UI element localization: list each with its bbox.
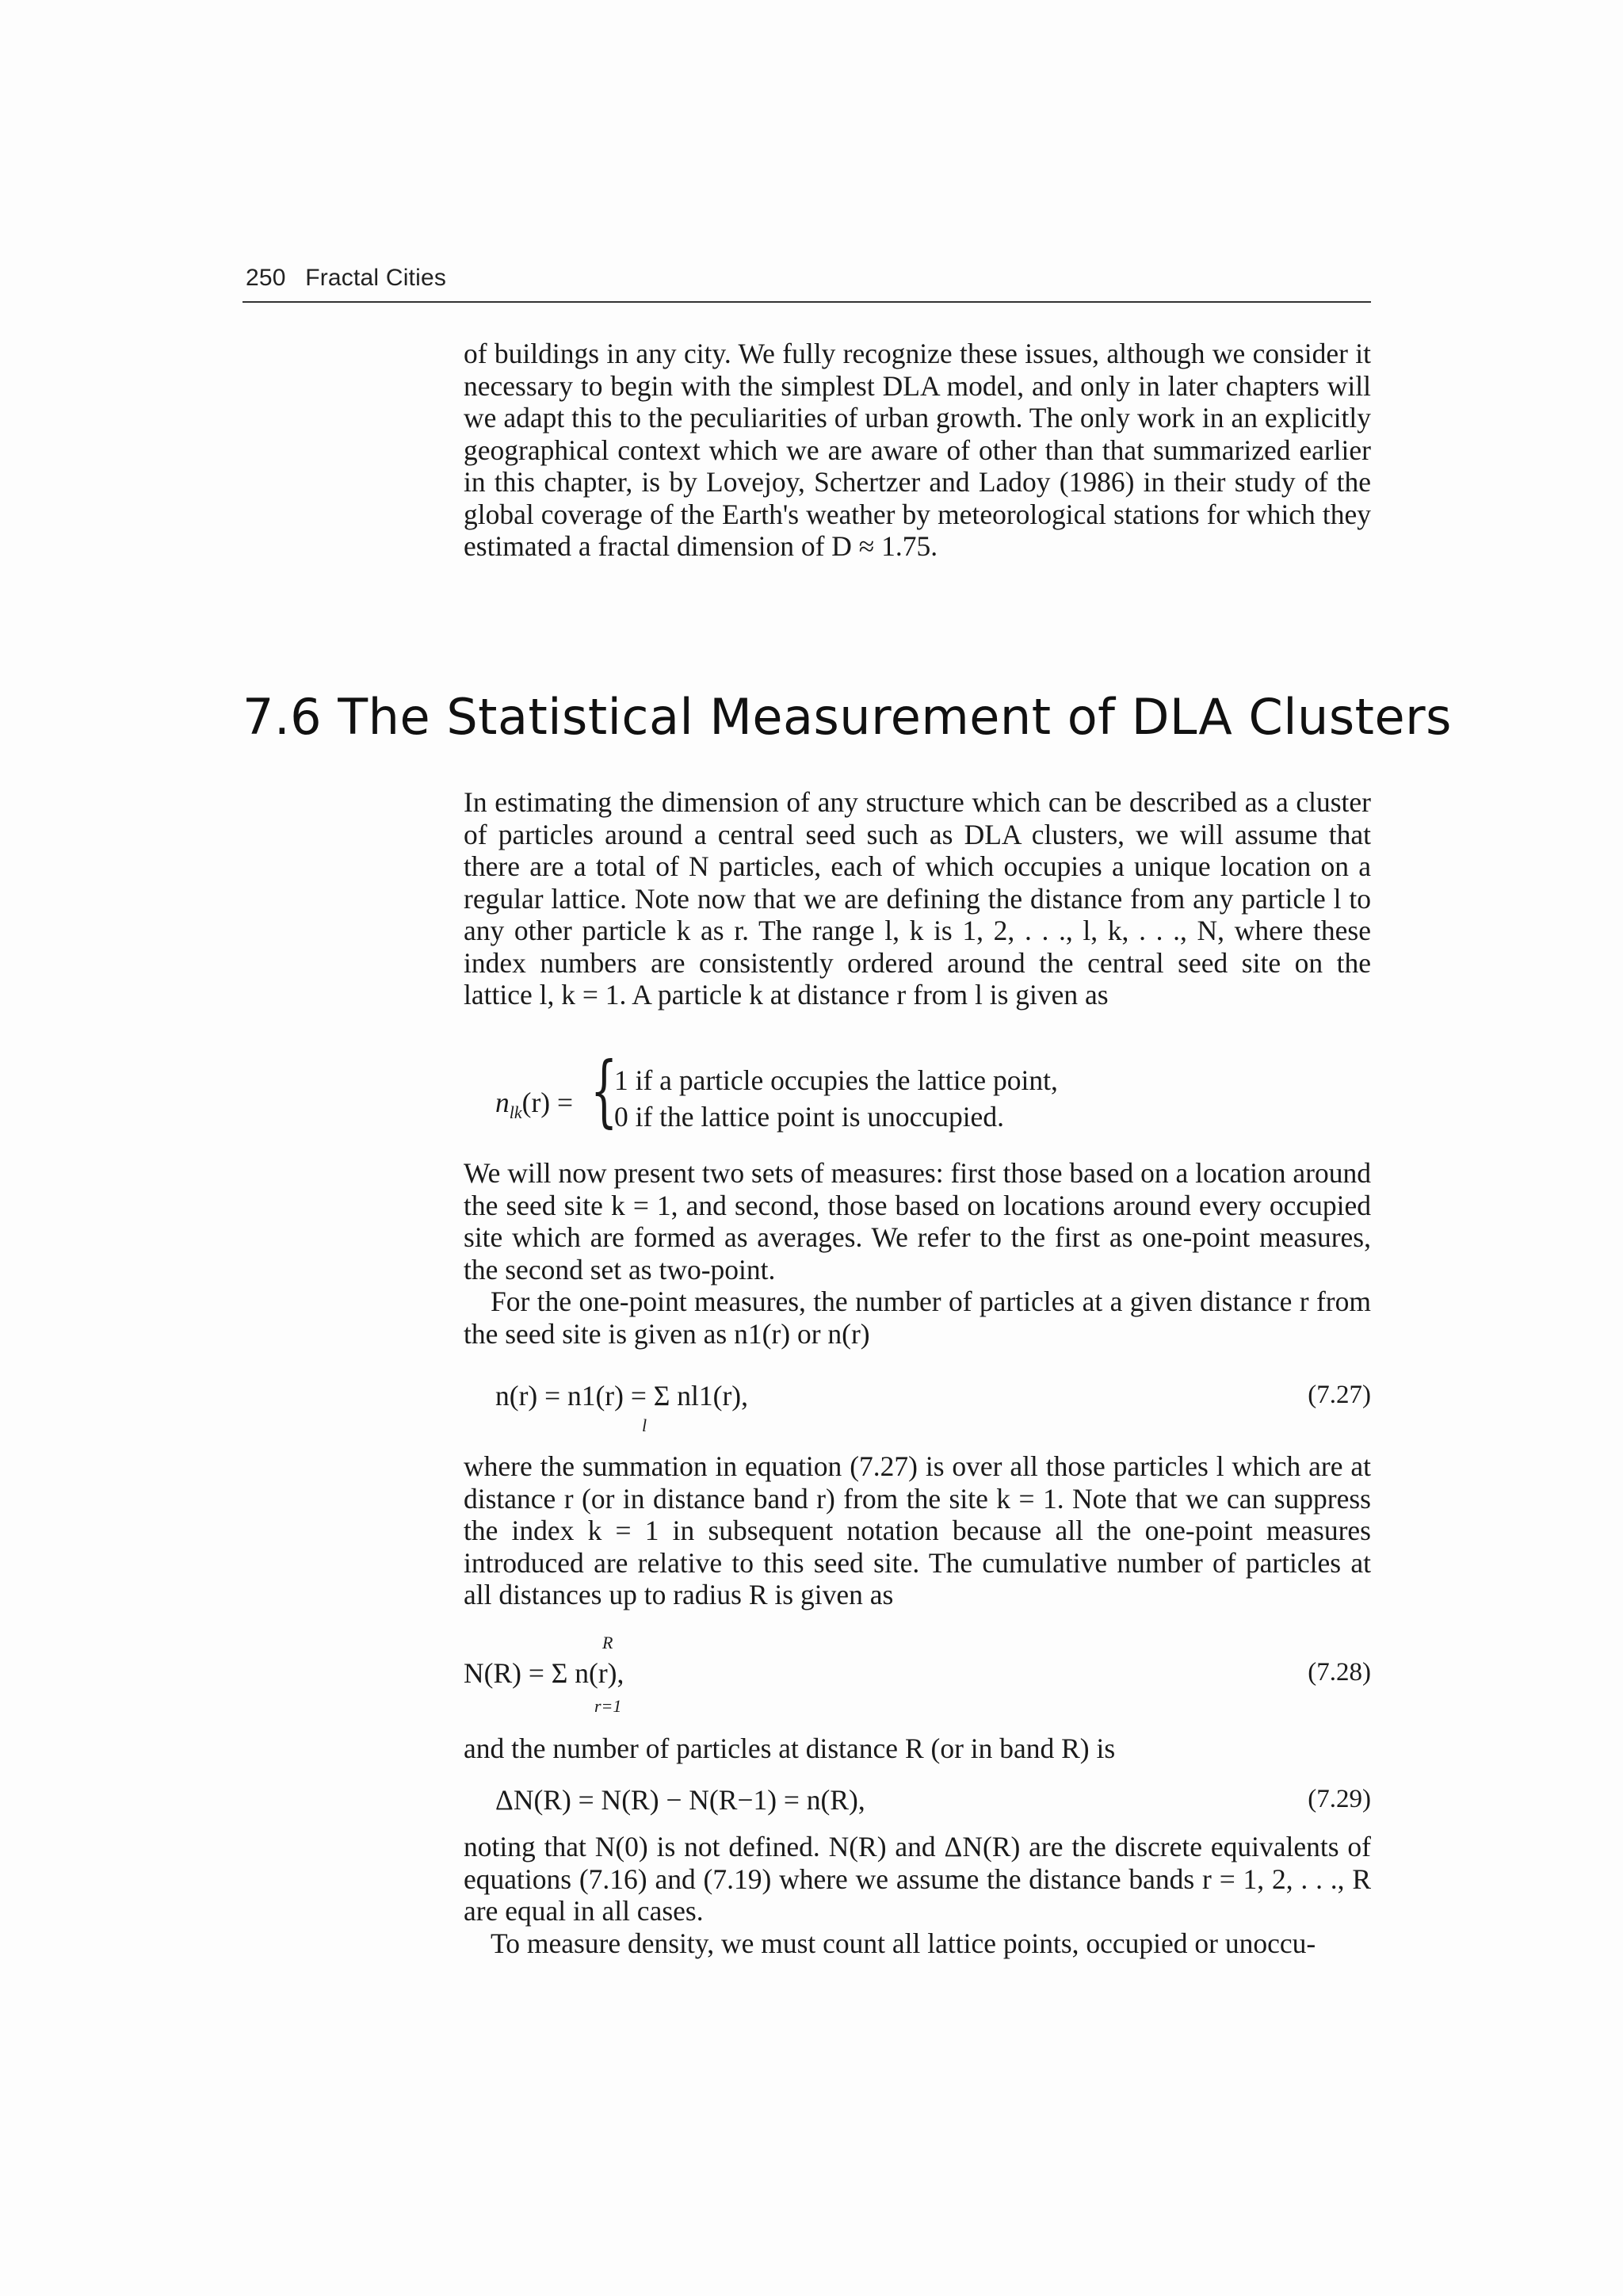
paragraph-text: noting that N(0) is not defined. N(R) and ΔN(R) are the discrete equivalents of equations (7.16) and (7.19) where we assume the distance bands r = 1, 2, . . ., R are equal in all cases. bbox=[464, 1831, 1371, 1927]
body-paragraph bbox=[464, 1733, 1371, 1765]
body-paragraph-continued bbox=[464, 338, 1371, 563]
equation-7-27: n(r) = n1(r) = Σ nl1(r), bbox=[495, 1380, 748, 1412]
paragraph-text: To measure density, we must count all lattice points, occupied or unoccu- bbox=[491, 1927, 1316, 1959]
paragraph-text: In estimating the dimension of any structure which can be described as a cluster of particles around a central seed such as DLA clusters, we will assume that there are a total of N particles, each of which occupies a unique location on a regular lattice. Note now that we are defining the distance from any particle l to any other particle k as r. The range l, k is 1, 2, . . ., l, k, . . ., N, where these index numbers are consistently ordered around the central seed site on the lattice l, k = 1. A particle k at distance r from l is given as bbox=[464, 786, 1371, 1010]
equation-number: (7.27) bbox=[1308, 1381, 1371, 1409]
summation-upper-limit: R bbox=[602, 1633, 613, 1652]
paragraph-text: of buildings in any city. We fully recognize these issues, although we consider it necessary to begin with the simplest DLA model, and only in later chapters will we adapt this to the peculiarities of urban growth. The only work in an explicitly geographical context which we are aware of other than that summarized earlier in this chapter, is by Lovejoy, Schertzer and Ladoy (1986) in their study of the global coverage of the Earth's weather by meteorological stations for which they estimated a fractal dimension of D ≈ 1.75. bbox=[464, 338, 1371, 562]
summation-lower-limit: r=1 bbox=[594, 1696, 622, 1716]
equation-number: (7.29) bbox=[1308, 1785, 1371, 1813]
equation-case-2: 0 if the lattice point is unoccupied. bbox=[614, 1101, 1004, 1133]
paragraph-text: where the summation in equation (7.27) is over all those particles l which are at distance r (or in distance band r) from the site k = 1. Note that we can suppress the index k = 1 in subsequent notation because all the one-point measures introduced are relative to this seed site. The cumulative number of particles at all distances up to radius R is given as bbox=[464, 1450, 1371, 1610]
body-paragraph bbox=[464, 1157, 1371, 1286]
body-paragraph bbox=[464, 1450, 1371, 1611]
running-head bbox=[246, 265, 446, 292]
equation-7-29: ΔN(R) = N(R) − N(R−1) = n(R), bbox=[495, 1784, 865, 1816]
body-paragraph bbox=[464, 786, 1371, 1011]
book-title: Fractal Cities bbox=[305, 265, 447, 291]
header-rule bbox=[242, 301, 1371, 303]
equation-lhs: $n_{lk}(r)$ = bbox=[495, 1087, 574, 1123]
equation-7-28: N(R) = Σ n(r), bbox=[464, 1657, 624, 1689]
summation-index: l bbox=[642, 1415, 647, 1435]
paragraph-text: For the one-point measures, the number of particles at a given distance r from the seed site is given as n1(r) or n(r) bbox=[464, 1286, 1371, 1350]
body-paragraph bbox=[464, 1831, 1371, 1959]
body-paragraph bbox=[464, 1286, 1371, 1350]
left-brace: { bbox=[590, 1046, 618, 1137]
paragraph-text: and the number of particles at distance R (or in band R) is bbox=[464, 1733, 1116, 1764]
paragraph-text: We will now present two sets of measures: first those based on a location around the seed site k = 1, and second, those based on locations around every occupied site which are formed as averages. We refer to the first as one-point measures, the second set as two-point. bbox=[464, 1157, 1371, 1286]
equation-case-1: 1 if a particle occupies the lattice point, bbox=[614, 1064, 1058, 1096]
piecewise-equation bbox=[495, 1046, 1129, 1149]
page-number: 250 bbox=[246, 265, 286, 291]
equation-number: (7.28) bbox=[1308, 1658, 1371, 1687]
section-heading: 7.6 The Statistical Measurement of DLA Clusters bbox=[242, 688, 1452, 746]
